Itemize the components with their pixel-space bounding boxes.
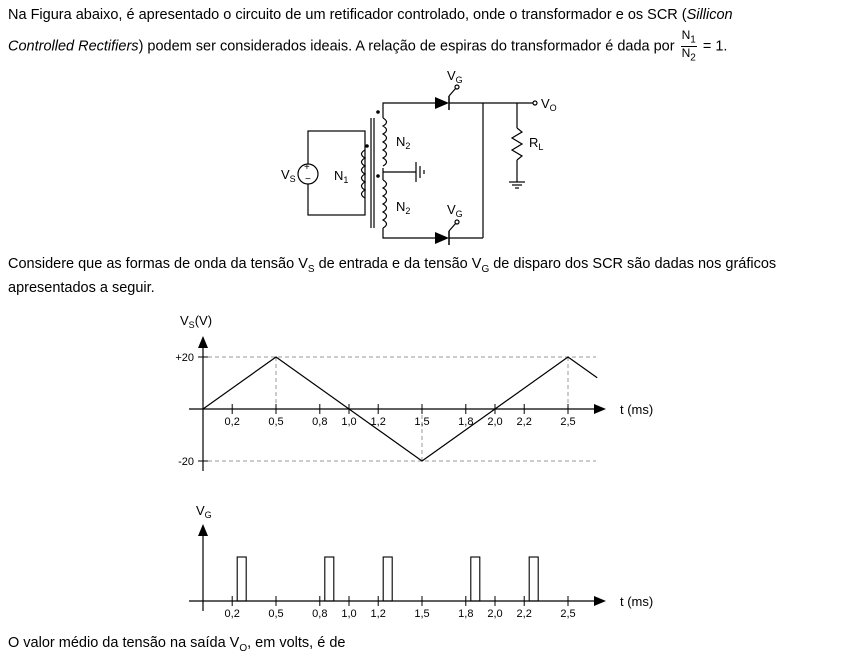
- x-tick-label: 2,2: [516, 416, 532, 428]
- x-axis-label: t (ms): [620, 402, 654, 417]
- polarity-dots: [365, 110, 380, 178]
- bottom-lead: [383, 228, 435, 238]
- x-tick-label: 1,5: [414, 608, 430, 620]
- gate-pulse: [325, 557, 334, 601]
- x-tick-label: 0,5: [268, 608, 284, 620]
- plus-sign: +: [304, 162, 310, 173]
- n2-bottom-label: $N_2$: [396, 199, 411, 216]
- secondary-coil-bottom: [383, 180, 387, 228]
- scr-bottom-gate: [449, 223, 456, 231]
- y-axis-arrow: [198, 336, 208, 348]
- y-axis-arrow: [198, 524, 208, 536]
- question-paragraph: O valor médio da tensão na saída $V_O$, em volts, é de: [8, 635, 346, 654]
- x-tick-label: 0,8: [312, 416, 328, 428]
- x-tick-label: 2,0: [487, 416, 503, 428]
- gate-pulse: [237, 557, 246, 601]
- x-tick-label: 2,5: [560, 608, 576, 620]
- gate-pulse: [529, 557, 538, 601]
- x-tick-label: 0,2: [224, 416, 240, 428]
- x-tick-label: 2,5: [560, 416, 576, 428]
- vg-top-label: $V_G$: [447, 68, 463, 85]
- scr-top-gate: [449, 88, 456, 96]
- x-tick-label: 1,0: [341, 416, 357, 428]
- x-axis-arrow: [594, 404, 606, 414]
- x-axis-arrow: [594, 596, 606, 606]
- vs-label: $V_S$: [281, 167, 296, 184]
- x-tick-label: 1,8: [458, 416, 474, 428]
- primary-coil: [362, 150, 366, 198]
- circuit-labels: [281, 68, 557, 219]
- x-tick-label: 0,2: [224, 608, 240, 620]
- x-tick-label: 1,8: [458, 608, 474, 620]
- n1-label: $N_1$: [334, 168, 349, 185]
- x-axis-label: t (ms): [620, 594, 654, 609]
- x-tick-label: 1,2: [370, 416, 386, 428]
- x-tick-label: 1,2: [370, 608, 386, 620]
- secondary-coil-top: [383, 118, 387, 166]
- intro-text-3: = 1.: [702, 38, 728, 55]
- x-tick-label: 0,8: [312, 608, 328, 620]
- vo-label: $V_O$: [541, 96, 557, 113]
- gate-pulse: [471, 557, 480, 601]
- circuit-diagram: [298, 85, 537, 238]
- turns-ratio-fraction: $\frac{N_1}{N_2}$: [681, 28, 696, 64]
- vg-bottom-label: $V_G$: [447, 202, 463, 219]
- x-tick-label: 0,5: [268, 416, 284, 428]
- gate-pulse: [383, 557, 392, 601]
- x-tick-label: 2,0: [487, 608, 503, 620]
- y-tick-label: -20: [178, 456, 194, 468]
- output-terminal: [533, 101, 537, 105]
- x-tick-label: 1,0: [341, 608, 357, 620]
- top-lead: [383, 103, 435, 118]
- intro-text-1: Na Figura abaixo, é apresentado o circuito de um retificador controlado, onde o transformador e os SCR (: [8, 7, 687, 23]
- waveform-paragraph: Considere que as formas de onda da tensão $V_S$ de entrada e da tensão $V_G$ de disparo dos SCR são dadas nos gráficos apresentados a seguir.: [8, 256, 777, 296]
- y-tick-label: +20: [175, 352, 194, 364]
- x-tick-label: 2,2: [516, 608, 532, 620]
- minus-sign: −: [305, 174, 311, 185]
- n2-top-label: $N_2$: [396, 134, 411, 151]
- intro-text-2: ) podem ser considerados ideais. A relação de espiras do transformador é dada por: [138, 38, 675, 55]
- scr-top: [435, 96, 449, 110]
- y-axis-label: $V_S(V)$: [180, 313, 213, 330]
- x-tick-label: 1,5: [414, 416, 430, 428]
- vg-chart: [189, 503, 653, 620]
- intro-italic-1: Sillicon: [686, 7, 733, 23]
- rl-label: $R_L$: [529, 135, 544, 152]
- scr-bottom: [435, 231, 449, 245]
- intro-italic-2: Controlled Rectifiers: [8, 38, 139, 55]
- vs-chart: [175, 313, 653, 471]
- load-resistor: [512, 128, 522, 160]
- y-axis-label: $V_G$: [196, 503, 212, 520]
